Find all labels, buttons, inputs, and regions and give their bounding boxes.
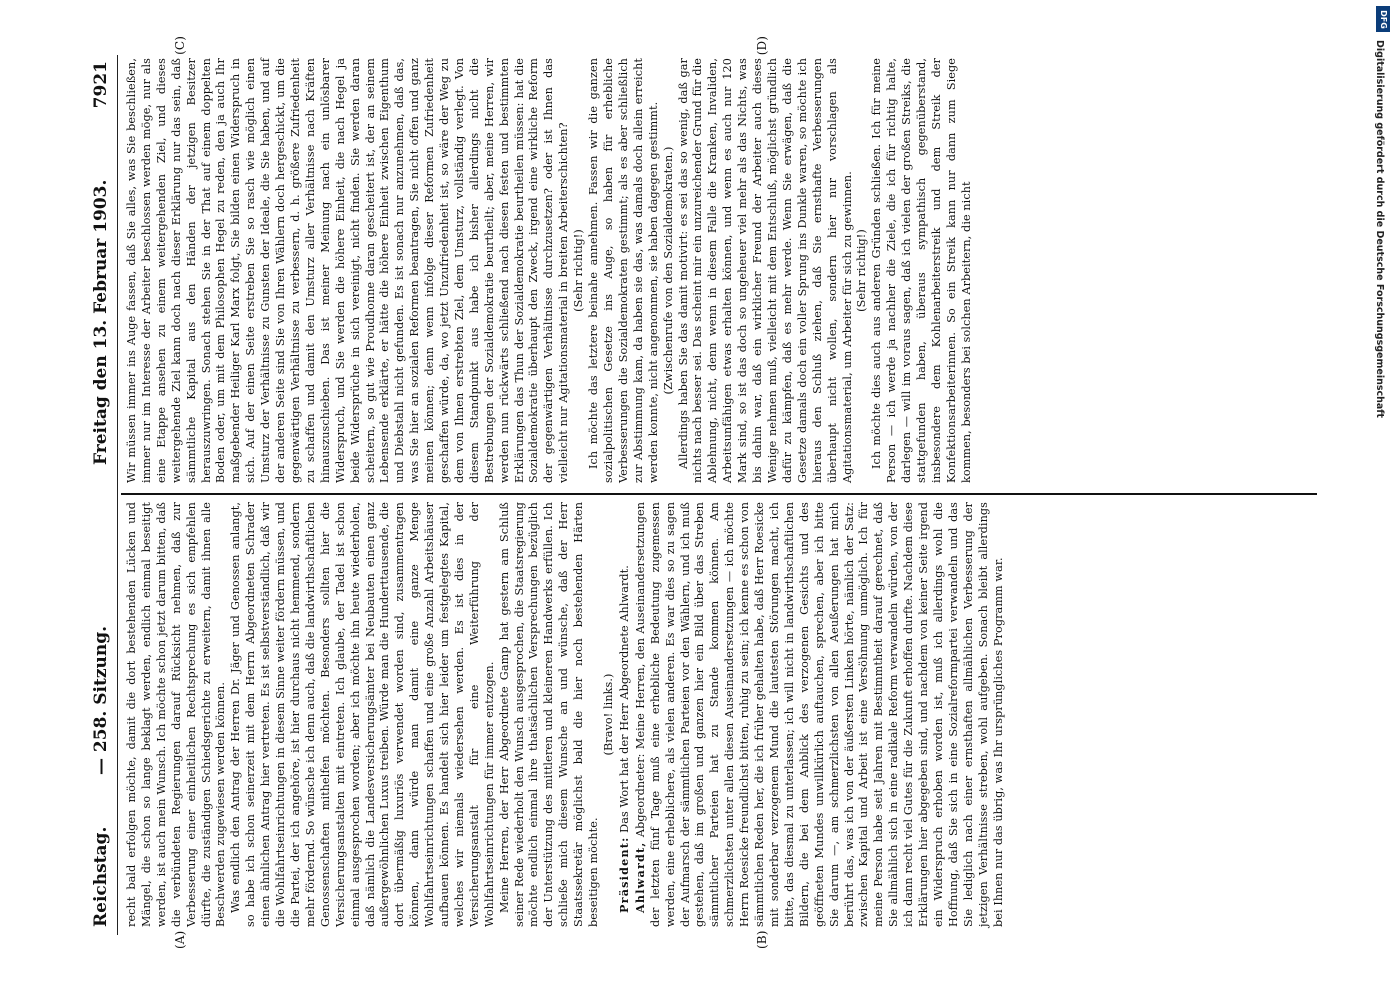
dfg-logo xyxy=(1376,6,1390,32)
column-divider xyxy=(121,493,1317,495)
paragraph: Meine Herren, der Herr Abgeordnete Gamp hat gestern am Schluß seiner Rede wiederholt den Wunsch ausgesprochen, die Staatsregierung möchte endlich einmal ihre thatsächlichen Versprechungen bezüglich der Unterstützung des mittleren und kleineren Handwerks erfüllen. Ich schließe mich diesem Wunsche an und wünsche, daß der Herr Staatssekretär möglichst bald die hier noch bestehenden Härten beseitigen möchte. xyxy=(497,502,601,927)
interjection: (Bravo! links.) xyxy=(602,673,615,756)
left-column xyxy=(125,502,1317,949)
page-header xyxy=(87,55,115,935)
paragraph: Allerdings haben Sie das damit motivirt: es sei das so wenig, daß gar nichts nach besser sei. Das scheint mir ein unzureichender Grund für die Ablehnung, nicht, denn wenn in diesem Falle die Kranken, Invaliden, Arbeitsunfähigen etwas erhalten können, und wenn es auch nur 120 Mark sind, so ist das doch so ungeheuer viel mehr als das Nichts, was bis dahin war, daß ein wirklicher Freund der Arbeiter auch dieses Wenige nehmen muß, vielleicht mit dem Entschluß, möglichst gründlich dafür zu kämpfen, daß es mehr werde. Wenn Sie erwägen, daß die Gesetze damals doch ein voller Sprung ins Dunkle waren, so möchte ich hieraus den Schluß ziehen, daß Sie ernsthafte Verbesserungen überhaupt nicht wollen, sondern hier nur vorschlagen als Agitationsmaterial, um Arbeiter für sich zu gewinnen. xyxy=(676,58,854,483)
paragraph xyxy=(617,502,633,927)
margin-marker-c: (C) xyxy=(173,36,187,55)
margin-marker-d: (D) xyxy=(755,36,769,56)
paragraph: Ich möchte dies auch aus anderen Gründen schließen. Ich für meine Person — ich werde ja nachher die Ziele, die ich für richtig halte, darlegen — will im voraus sagen, daß ich vielen der großen Streiks, die stattgefunden haben, überaus sympathisch gegenüberstand, insbesondere dem Kohlenarbeiterstreik und dem Streik der Konfektionsarbeiterinnen. So ein Streik kann nur dann zum Siege kommen, besonders bei solchen Arbeitern, die nicht xyxy=(870,58,973,483)
margin-marker-a: (A) xyxy=(173,930,187,949)
paragraph xyxy=(633,502,1007,927)
interjection: (Sehr richtig!) xyxy=(572,229,586,312)
header-date: Freitag den 13. Februar 1903. xyxy=(91,179,111,465)
interjection: (Sehr richtig!) xyxy=(855,229,869,312)
speech-text: Abgeordneter: Meine Herren, den Auseinandersetzungen der letzten fünf Tage muß eine erhebliche Bedeutung zugemessen werden, eine erheblichere, als vielen anderen. Es war dies so zu sagen der Aufmarsch der sämmtlichen Parteien vor den Wählern, und ich muß gestehen, daß im großen und ganzen hier ein Bild über das Streben sämmtlicher Parteien hat zu Stande kommen können. Am schmerzlichsten unter allen diesen Auseinandersetzungen — ich möchte Herrn Roesicke freundlichst bitten, ruhig zu sein; ich kenne es schon von sämmtlichen Reden her, die ich früher gehalten habe, daß Herr Roesicke mit sonderbar verzogenem Mund die lautesten Störungen macht, ich bitte, das diesmal zu unterlassen; ich will nicht in landwirthschaftlichen Bildern, die bei dem Anblick des verzogenen Gesichts und des geöffneten Mundes unwillkürlich auftauchen, sprechen, aber ich bitte Sie darum —, am schmerzlichsten von allen Aeußerungen hat mich berührt das, was ich von der äußersten Linken hörte, nämlich der Satz: zwischen Kapital und Arbeit ist eine Versöhnung unmöglich. Ich für meine Person habe seit Jahren mit Bestimmtheit darauf gerechnet, daß Sie allmählich sich in eine radikale Reform verwandeln würden, von der ich dann recht viel Gutes für die Zukunft erhoffen durfte. Nachdem diese Erklärungen hier abgegeben sind, und nachdem von keiner Seite irgend ein Widerspruch erhoben worden ist, muß ich allerdings wohl die Hoffnung, daß Sie sich in eine Sozialreformpartei verwandeln und das Sie lediglich nach einer ernsthaften allmählichen Verbesserung der jetzigen Verhältnisse streben, wohl aufgeben. Sonach bleibt allerdings bei Ihnen nur das übrig, was Ihr ursprüngliches Programm war. xyxy=(633,502,1005,927)
document-page xyxy=(87,36,1317,949)
speaker-name: Präsident: xyxy=(616,836,631,913)
paragraph: recht bald erfolgen möchte, damit die dort bestehenden Lücken und Mängel, die schon so lange beklagt werden, endlich einmal beseitigt werden, ist auch mein Wunsch. Ich möchte schon jetzt darum bitten, daß die verbündeten Regierungen darauf Rücksicht nehmen, daß zur Verbesserung einer einheitlichen Rechtsprechung es sich empfehlen dürfte, die zuständigen Schiedsgerichte zu erweitern, damit ihnen alle Beschwerden zugewiesen werden können. xyxy=(125,502,228,927)
margin-marker-b: (B) xyxy=(755,930,769,949)
paragraph: Wir müssen immer ins Auge fassen, daß Sie alles, was Sie beschließen, immer nur im Interesse der Arbeiter beschlossen werden möge, nur als eine Etappe ansehen zu einem weitergehenden Ziel, und dieses weitergehende Ziel kann doch nach dieser Erklärung nur das sein, daß sämmtliche Kapital aus den Händen der jetzigen Besitzer herauszuwringen. Sonach stehen Sie in der That auf einem doppelten Boden oder, um mit dem Philosophen Hegel zu reden, den ja auch Ihr maßgebender Heiliger Karl Marx folgt, Sie bilden einen Widerspruch in sich. Auf der einen Seite erstreben Sie so rasch wie möglich einen Umsturz der Verhältnisse zu Gunsten der Ideale, die Sie haben, und auf der anderen Seite sind Sie von Ihren Wählern doch hergeschickt, um die gegenwärtigen Verhältnisse zu verbessern, d. h. größere Zufriedenheit zu schaffen und damit den Umsturz aller Verhältnisse nach Kräften hinauszuschieben. Das ist meiner Meinung nach ein unlösbarer Widerspruch, und Sie werden die höhere Einheit, die nach Hegel ja beide Widersprüche in sich vereinigt, nicht finden. Sie werden daran scheitern, so gut wie Proudhonne daran gescheitert ist, der an seinem Lebensende erklärte, er hätte die höhere Einheit zwischen Eigenthum und Diebstahl nicht gefunden. Es ist sonach nur anzunehmen, daß das, was Sie hier an sozialen Reformen beantragen, Sie nicht offen und ganz meinen können; denn wenn infolge dieser Reformen Zufriedenheit geschaffen würde, da, wo jetzt Unzufriedenheit ist, so wäre der Weg zu dem von Ihnen erstrebten Ziel, dem Umsturz, vollständig verlegt. Von diesem Standpunkt aus habe ich bisher allerdings nicht die Bestrebungen der Sozialdemokratie beurtheilt; aber, meine Herren, wir werden nun rückwärts schließend nach diesen festen und bestimmten Erklärungen das Thun der Sozialdemokratie beurtheilen müssen: hat die Sozialdemokratie überhaupt den Zweck, irgend eine wirkliche Reform der gegenwärtigen Verhältnisse durchzusetzen? oder ist Ihnen das vielleicht nur Agitationsmaterial in breiten Arbeiterschichten? xyxy=(125,58,571,483)
speaker-name: Ahlwardt, xyxy=(632,841,647,913)
header-session: — 258. Sitzung. xyxy=(91,625,111,775)
dfg-logo-text: DFG xyxy=(1378,9,1388,29)
paragraph: Ich möchte das letztere beinahe annehmen. Fassen wir die ganzen sozialpolitischen Gesetze ins Auge, so haben für erhebliche Verbesserungen die Sozialdemokraten gestimmt; als es aber schließlich zur Abstimmung kam, da haben sie das, was damals doch allein erreicht werden konnte, nicht angenommen, sie haben dagegen gestimmt. xyxy=(587,58,660,483)
paragraph: Was endlich den Antrag der Herren Dr. Jäger und Genossen anlangt, so habe ich schon seinerzeit mit dem Herrn Abgeordneten Schrader einen ähnlichen Antrag hier vertreten. Es ist selbstverständlich, daß wir die Wohlfahrtseinrichtungen in diesem Sinne weiter fördern müssen, und die Partei, der ich angehöre, ist hier durchaus nicht hemmend, sondern mehr fördernd. So wünsche ich denn auch, daß die landwirthschaftlichen Genossenschaften mithelfen möchten. Besonders sollten hier die Versicherungsanstalten mit eintreten. Ich glaube, der Tadel ist schon einmal ausgesprochen worden; aber ich möchte ihn heute wiederholen, daß nämlich die Landesversicherungsämter bei Neubauten einen ganz außergewöhnlichen Luxus treiben. Würde man die Hunderttausende, die dort übermäßig luxuriös verwendet worden sind, zusammentragen können, dann würde man damit eine ganze Menge Wohlfahrtseinrichtungen schaffen und eine große Anzahl Arbeitshäuser aufbauen können. Es handelt sich hier leider um festgelegtes Kapital, welches wir niemals wiedersehen werden. Es ist dies in der Versicherungsanstalt für eine Weiterführung der Wohlfahrtseinrichtungen für immer entzogen. xyxy=(229,502,496,927)
header-title: Reichstag. xyxy=(91,826,111,927)
page-number: 7921 xyxy=(91,61,111,109)
right-column xyxy=(125,36,1317,483)
interjection: (Zwischenrufe von den Sozialdemokraten.) xyxy=(661,146,675,395)
header-rule xyxy=(117,55,118,935)
digitization-imprint: Digitalisierung gefördert durch die Deutsche Forschungsgemeinschaft xyxy=(1374,40,1385,418)
speech-text: Das Wort hat der Herr Abgeordnete Ahlwardt. xyxy=(617,565,631,837)
